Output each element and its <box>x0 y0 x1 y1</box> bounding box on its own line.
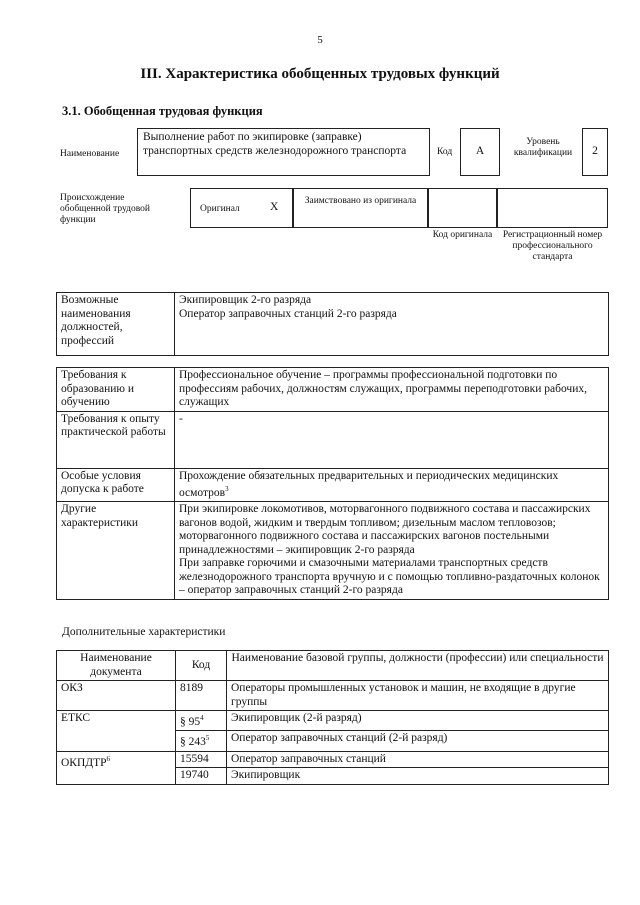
borrowed-label: Заимствовано из оригинала <box>304 196 417 206</box>
name-value: Выполнение работ по экипировке (заправке) транспортных средств железнодорожного транспорта <box>143 131 407 157</box>
etks-code-2: § 243 <box>180 736 206 749</box>
requirements-table <box>56 367 609 600</box>
reg-number-caption: Регистрационный номер профессионального стандарта <box>502 230 603 262</box>
other-value-1: При экипировке локомотивов, моторвагонного подвижного состава и пассажирских вагонов водой, жидким и твердым топливом; дизельным маслом тепловозов; моторвагонного подвижного состава и пассажирских вагонов постельными принадлежностями – экипировщик 2-го разряда <box>179 503 591 556</box>
etks-doc: ЕТКС <box>57 711 176 752</box>
level-label: Уровень квалификации <box>513 137 573 158</box>
original-label: Оригинал <box>200 204 240 214</box>
conditions-value: Прохождение обязательных предварительных и периодических медицинских осмотров <box>179 469 559 499</box>
table-row <box>57 681 609 711</box>
okpdtr-code-1: 15594 <box>176 751 227 768</box>
okz-doc: ОКЗ <box>57 681 176 711</box>
education-label: Требования к образованию и обучению <box>57 368 175 412</box>
code-label: Код <box>437 147 453 157</box>
etks-code-2-cell <box>176 731 227 751</box>
footnote-4: 4 <box>200 714 204 722</box>
positions-table <box>56 292 609 356</box>
col-code-header: Код <box>176 651 227 681</box>
okpdtr-code-2: 19740 <box>176 768 227 785</box>
experience-value: - <box>175 411 609 468</box>
okpdtr-doc: ОКПДТР <box>61 756 107 769</box>
table-row <box>57 411 609 468</box>
okz-name: Операторы промышленных установок и машин, не входящие в другие группы <box>227 681 609 711</box>
other-value-2: При заправке горючими и смазочными материалами транспортных средств железнодорожного транспорта вручную и с помощью топливно-раздаточных колонок – оператор заправочных станций 2-го разряда <box>179 557 600 597</box>
original-mark: X <box>270 201 279 213</box>
sub-title: 3.1. Обобщенная трудовая функция <box>62 104 263 118</box>
additional-title: Дополнительные характеристики <box>62 626 226 638</box>
code-original-box <box>428 188 497 228</box>
table-row <box>57 751 609 768</box>
code-value: A <box>475 145 485 157</box>
name-value-box <box>137 128 430 176</box>
name-label: Наименование <box>60 149 120 159</box>
borrowed-box <box>293 188 428 228</box>
etks-code-1: § 95 <box>180 715 201 728</box>
code-original-caption: Код оригинала <box>432 230 493 240</box>
table-row <box>57 468 609 502</box>
positions-line1: Экипировщик 2-го разряда <box>179 294 312 306</box>
okpdtr-name-2: Экипировщик <box>227 768 609 785</box>
etks-code-1-cell <box>176 711 227 731</box>
table-header-row <box>57 651 609 681</box>
col-name-header: Наименование базовой группы, должности (профессии) или специальности <box>227 651 609 681</box>
other-value-cell <box>175 502 609 600</box>
table-row <box>57 368 609 412</box>
original-box <box>190 188 293 228</box>
origin-label: Происхождение обобщенной трудовой функции <box>60 193 150 225</box>
experience-label: Требования к опыту практической работы <box>57 411 175 468</box>
conditions-value-cell <box>175 468 609 502</box>
footnote-3: 3 <box>225 485 229 493</box>
col-doc-header: Наименование документа <box>57 651 176 681</box>
section-title: III. Характеристика обобщенных трудовых функций <box>140 66 500 82</box>
code-value-box <box>460 128 500 176</box>
table-row <box>57 502 609 600</box>
reg-number-box <box>497 188 608 228</box>
okpdtr-name-1: Оператор заправочных станций <box>227 751 609 768</box>
okpdtr-doc-cell <box>57 751 176 784</box>
etks-name-2: Оператор заправочных станций (2-й разряд) <box>227 731 609 751</box>
conditions-label: Особые условия допуска к работе <box>57 468 175 502</box>
page-number: 5 <box>317 34 323 46</box>
table-row <box>57 711 609 731</box>
additional-table <box>56 650 609 785</box>
footnote-6: 6 <box>106 754 111 763</box>
positions-value <box>175 293 609 356</box>
other-label: Другие характеристики <box>57 502 175 600</box>
level-value-box <box>582 128 608 176</box>
education-value: Профессиональное обучение – программы профессиональной подготовки по профессиям рабочих, должностям служащих, программы переподготовки рабочих, служащих <box>175 368 609 412</box>
etks-name-1: Экипировщик (2-й разряд) <box>227 711 609 731</box>
positions-line2: Оператор заправочных станций 2-го разряда <box>179 307 397 320</box>
footnote-5: 5 <box>205 734 210 743</box>
level-value: 2 <box>592 145 598 157</box>
positions-label: Возможные наименования должностей, профессий <box>57 293 175 356</box>
okz-code: 8189 <box>176 681 227 711</box>
